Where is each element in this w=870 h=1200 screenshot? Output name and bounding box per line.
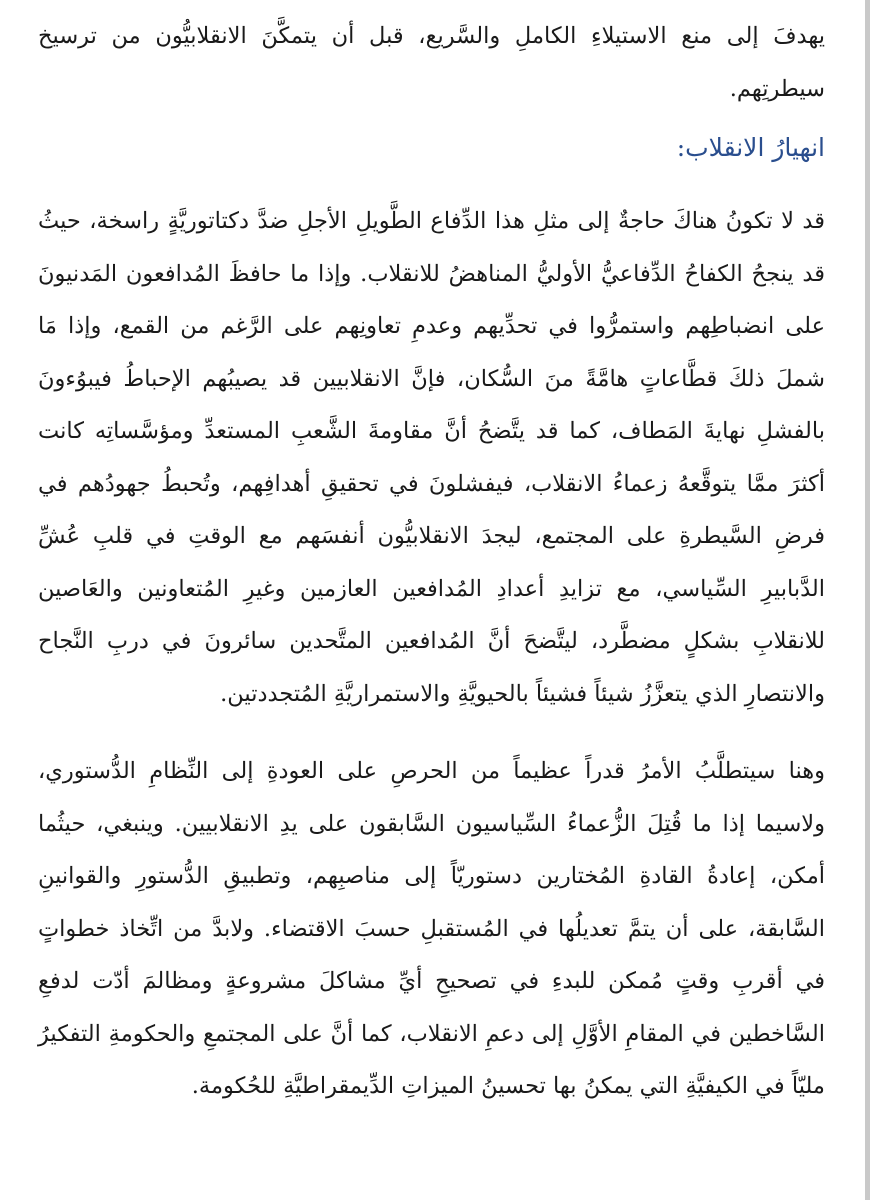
- body-paragraph-2: وهنا سيتطلَّبُ الأمرُ قدراً عظيماً من الحرصِ على العودةِ إلى النِّظامِ الدُّستوري، ولاسيما إذا ما قُتِلَ الزُّعماءُ السِّياسيون السَّابقون على يدِ الانقلابيين. وينبغي، حيثُما أمكن، إعادةُ القادةِ المُختارين دستوريّاً إلى مناصبِهم، وتطبيقِ الدُّستورِ والقوانينِ السَّابقة، على أن يتمَّ تعديلُها في المُستقبلِ حسبَ الاقتضاء. ولابدَّ من اتِّخاذ خطواتٍ في أقربِ وقتٍ مُمكن للبدءِ في تصحيحِ أيِّ مشاكلَ مشروعةٍ ومظالمَ أدّت لدفعِ السَّاخطين في المقامِ الأوَّلِ إلى دعمِ الانقلاب، كما أنَّ على المجتمعِ والحكومةِ التفكيرُ مليّاً في الكيفيَّةِ التي يمكنُ بها تحسينُ الميزاتِ الدِّيمقراطيَّةِ للحُكومة.: [38, 758, 825, 1099]
- section-heading: انهيارُ الانقلاب:: [676, 133, 825, 162]
- page-edge: [865, 0, 870, 1200]
- spacer: [38, 720, 825, 745]
- body-paragraph-1: قد لا تكونُ هناكَ حاجةٌ إلى مثلِ هذا الدِّفاع الطَّويلِ الأجلِ ضدَّ دكتاتوريَّةٍ راسخة، حيثُ قد ينجحُ الكفاحُ الدِّفاعيُّ الأوليُّ المناهضُ للانقلاب. وإذا ما حافظَ المُدافعون المَدنيونَ على انضباطِهم واستمرُّوا في تحدِّيهم وعدمِ تعاونِهم على الرَّغم من القمع، وإذا مَا شملَ ذلكَ قطَّاعاتٍ هامَّةً منَ السُّكان، فإنَّ الانقلابيين قد يصيبُهم الإحباطُ فيبوُءونَ بالفشلِ نهايةَ المَطاف، كما قد يتَّضحُ أنَّ مقاومةَ الشَّعبِ المستعدِّ ومؤسَّساتِه كانت أكثرَ ممَّا يتوقَّعهُ زعماءُ الانقلاب، فيفشلونَ في تحقيقِ أهدافِهم، وتُحبطُ جهودُهم في فرضِ السَّيطرةِ على المجتمع، ليجدَ الانقلابيُّون أنفسَهم مع الوقتِ في قلبِ عُشِّ الدَّبابيرِ السِّياسي، مع تزايدِ أعدادِ المُدافعين العازمين وغيرِ المُتعاونين والعَاصين للانقلابِ بشكلٍ مضطَّرد، ليتَّضحَ أنَّ المُدافعين المتَّحدين سائرونَ في دربِ النَّجاح والانتصارِ الذي يتعزَّزُ شيئاً فشيئاً بالحيويَّةِ والاستمراريَّةِ المُتجددتين.: [38, 208, 825, 707]
- spacer: [38, 173, 825, 195]
- spacer: [38, 115, 825, 123]
- intro-paragraph: يهدفَ إلى منع الاستيلاءِ الكاملِ والسَّريع، قبل أن يتمكَّنَ الانقلابيُّون من ترسيخ سيطرتِهم.: [38, 23, 825, 102]
